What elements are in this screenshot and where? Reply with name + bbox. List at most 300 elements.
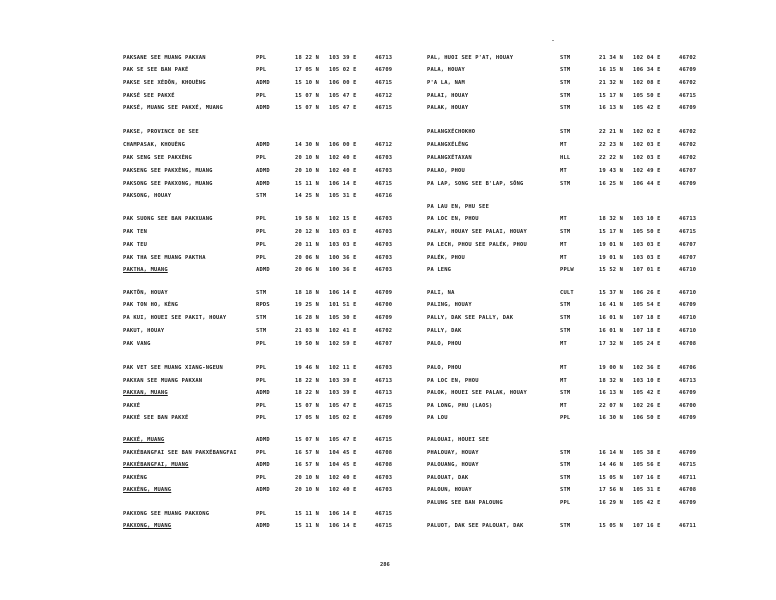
entry-row [427,314,727,323]
entry-name: PAKUT, HOUAY [123,328,165,334]
feature-code: MT [560,365,567,371]
longitude: 106 14 E [329,290,357,296]
entry-name: PA LENG [427,267,452,273]
feature-code: ADMD [256,142,270,148]
latitude: 16 14 N [599,450,624,456]
feature-code: PPL [256,378,267,384]
latitude: 15 11 N [295,523,320,529]
feature-code: ADMD [256,168,270,174]
entry-name: PA LAP, SONG SEE B'LAP, SÔNG [427,181,524,187]
entry-row [427,228,727,237]
feature-code: PPL [256,242,267,248]
entry-name: PALO, PHOU [427,341,462,347]
latitude: 18 18 N [295,290,320,296]
entry-row [123,474,423,483]
entry-name: PALLY, DAK SEE PALLY, DAK [427,315,514,321]
entry-row [427,167,727,176]
longitude: 102 36 E [633,365,661,371]
latitude: 19 50 N [295,341,320,347]
sheet-number: 46713 [375,378,393,384]
longitude: 103 39 E [329,55,357,61]
sheet-number: 46707 [679,242,697,248]
sheet-number: 46709 [679,390,697,396]
latitude: 19 58 N [295,216,320,222]
entry-name: PA LOC EN, PHOU [427,216,479,222]
sheet-number: 46715 [375,181,393,187]
entry-name: PAKTHA, MUANG [123,267,168,273]
longitude: 107 16 E [633,523,661,529]
feature-code: MT [560,168,567,174]
sheet-number: 46707 [679,168,697,174]
entry-name: PALÉK, PHOU [427,255,465,261]
sheet-number: 46707 [679,255,697,261]
sheet-number: 46711 [679,523,697,529]
entry-name: P'A LA, NAM [427,80,465,86]
feature-code: PPL [256,155,267,161]
latitude: 20 10 N [295,168,320,174]
feature-code: HLL [560,155,571,161]
feature-code: STM [560,487,571,493]
feature-code: MT [560,341,567,347]
feature-code: STM [560,328,571,334]
sheet-number: 46709 [375,67,393,73]
sheet-number: 46703 [375,475,393,481]
longitude: 103 03 E [633,242,661,248]
feature-code: STM [256,328,267,334]
entry-row [427,499,727,508]
latitude: 15 05 N [599,523,624,529]
latitude: 16 01 N [599,328,624,334]
entry-row [427,402,727,411]
sheet-number: 46713 [375,390,393,396]
entry-name: PAK TEN [123,229,148,235]
latitude: 17 05 N [295,415,320,421]
latitude: 16 13 N [599,390,624,396]
entry-row [123,377,423,386]
longitude: 105 42 E [633,390,661,396]
longitude: 105 47 E [329,105,357,111]
longitude: 104 45 E [329,462,357,468]
entry-row [123,364,423,373]
entry-name: PALO, PHOU [427,365,462,371]
entry-name: PALA, HOUAY [427,67,465,73]
latitude: 15 11 N [295,511,320,517]
longitude: 101 51 E [329,302,357,308]
entry-row [427,474,727,483]
entry-row [123,314,423,323]
longitude: 105 54 E [633,302,661,308]
latitude: 17 32 N [599,341,624,347]
entry-row [123,461,423,470]
longitude: 106 14 E [329,511,357,517]
feature-code: ADMD [256,105,270,111]
entry-row [123,215,423,224]
latitude: 15 07 N [295,403,320,409]
entry-row [427,364,727,373]
entry-row [427,377,727,386]
entry-row [123,486,423,495]
entry-row [123,289,423,298]
longitude: 102 59 E [329,341,357,347]
entry-row [427,180,727,189]
entry-row [123,228,423,237]
latitude: 15 37 N [599,290,624,296]
longitude: 105 50 E [633,93,661,99]
latitude: 15 05 N [599,475,624,481]
longitude: 100 36 E [329,255,357,261]
scan-speck [552,40,554,41]
entry-row [427,128,727,137]
latitude: 21 32 N [599,80,624,86]
feature-code: STM [560,129,571,135]
longitude: 105 47 E [329,93,357,99]
latitude: 19 25 N [295,302,320,308]
entry-name: PALAO, PHOU [427,168,465,174]
sheet-number: 46703 [375,242,393,248]
feature-code: PPL [256,475,267,481]
latitude: 18 22 N [295,390,320,396]
sheet-number: 46709 [679,450,697,456]
entry-name: PAK TEU [123,242,148,248]
latitude: 19 43 N [599,168,624,174]
longitude: 102 40 E [329,168,357,174]
feature-code: STM [560,67,571,73]
entry-name: PAKSE SEE XÉDÔN, KHOUÈNG [123,80,206,86]
sheet-number: 46707 [375,341,393,347]
sheet-number: 46715 [375,437,393,443]
sheet-number: 46709 [679,302,697,308]
entry-name: PAK SUONG SEE BAN PAKXUANG [123,216,213,222]
sheet-number: 46702 [375,328,393,334]
latitude: 14 46 N [599,462,624,468]
sheet-number: 46709 [679,415,697,421]
entry-name: PAKXAN, MUANG [123,390,168,396]
longitude: 104 45 E [329,450,357,456]
longitude: 103 10 E [633,378,661,384]
sheet-number: 46703 [375,229,393,235]
entry-row [123,327,423,336]
feature-code: PPL [256,229,267,235]
longitude: 105 30 E [329,315,357,321]
sheet-number: 46715 [679,93,697,99]
entry-name: PAK TON HO, KÈNG [123,302,179,308]
feature-code: PPL [560,500,571,506]
entry-name: PA LAU EN, PHU SEE [427,204,490,210]
latitude: 15 10 N [295,80,320,86]
feature-code: STM [560,105,571,111]
sheet-number: 46708 [679,487,697,493]
latitude: 14 25 N [295,193,320,199]
feature-code: PPL [256,341,267,347]
sheet-number: 46703 [375,487,393,493]
longitude: 102 08 E [633,80,661,86]
sheet-number: 46708 [679,341,697,347]
entry-row [427,522,727,531]
latitude: 16 30 N [599,415,624,421]
latitude: 20 10 N [295,155,320,161]
entry-name: PA LOU [427,415,448,421]
sheet-number: 46702 [679,155,697,161]
longitude: 102 40 E [329,487,357,493]
feature-code: PPL [256,511,267,517]
entry-name: PALAI, HOUAY [427,93,469,99]
latitude: 22 23 N [599,142,624,148]
latitude: 16 25 N [599,181,624,187]
entry-row [427,340,727,349]
longitude: 102 40 E [329,475,357,481]
latitude: 15 17 N [599,93,624,99]
sheet-number: 46715 [375,403,393,409]
entry-row [123,141,423,150]
entry-name: PALOUAT, DAK [427,475,469,481]
longitude: 105 50 E [633,229,661,235]
latitude: 18 22 N [295,55,320,61]
sheet-number: 46708 [375,450,393,456]
entry-row [427,215,727,224]
sheet-number: 46711 [679,475,697,481]
longitude: 105 31 E [329,193,357,199]
latitude: 20 10 N [295,475,320,481]
sheet-number: 46700 [375,302,393,308]
sheet-number: 46702 [679,142,697,148]
feature-code: ADMD [256,390,270,396]
latitude: 16 28 N [295,315,320,321]
feature-code: PPL [560,415,571,421]
latitude: 19 00 N [599,365,624,371]
latitude: 15 07 N [295,93,320,99]
entry-name: PAKSÉ, MUANG SEE PAKXÉ, MUANG [123,105,223,111]
entry-name: PALANGXÉCHOKHO [427,129,476,135]
longitude: 107 18 E [633,315,661,321]
latitude: 20 11 N [295,242,320,248]
sheet-number: 46710 [679,315,697,321]
entry-row [427,241,727,250]
sheet-number: 46712 [375,93,393,99]
entry-row [123,414,423,423]
feature-code: ADMD [256,462,270,468]
longitude: 102 40 E [329,155,357,161]
longitude: 102 49 E [633,168,661,174]
entry-name: PALING, HOUAY [427,302,472,308]
sheet-number: 46708 [375,462,393,468]
feature-code: RPDS [256,302,270,308]
sheet-number: 46709 [375,315,393,321]
latitude: 14 30 N [295,142,320,148]
feature-code: STM [560,80,571,86]
entry-name: PALAK, HOUAY [427,105,469,111]
latitude: 18 32 N [599,216,624,222]
latitude: 16 57 N [295,462,320,468]
latitude: 19 01 N [599,255,624,261]
entry-name: PAL, HUOI SEE P'AT, HOUAY [427,55,514,61]
sheet-number: 46709 [679,105,697,111]
feature-code: PPL [256,255,267,261]
entry-name: PA LECH, PHOU SEE PALÉK, PHOU [427,242,527,248]
entry-row [123,436,423,445]
entry-row [427,266,727,275]
longitude: 105 47 E [329,437,357,443]
entry-name: PALOUAI, HOUEI SEE [427,437,490,443]
longitude: 102 41 E [329,328,357,334]
entry-row [123,79,423,88]
longitude: 106 34 E [633,67,661,73]
longitude: 107 16 E [633,475,661,481]
entry-row [123,192,423,201]
feature-code: MT [560,378,567,384]
latitude: 22 22 N [599,155,624,161]
sheet-number: 46700 [679,403,697,409]
longitude: 107 01 E [633,267,661,273]
sheet-number: 46712 [375,142,393,148]
entry-name: PAKXÉBANGFAI SEE BAN PAKXÉBANGFAI [123,450,237,456]
longitude: 102 03 E [633,155,661,161]
longitude: 105 24 E [633,341,661,347]
longitude: 102 15 E [329,216,357,222]
feature-code: MT [560,142,567,148]
entry-name: PAKXÉ, MUANG [123,437,165,443]
longitude: 106 44 E [633,181,661,187]
feature-code: PPL [256,403,267,409]
latitude: 19 46 N [295,365,320,371]
entry-name: PAKXAN SEE MUANG PAKXAN [123,378,203,384]
feature-code: CULT [560,290,574,296]
entry-name: PALANGXÉTAXAN [427,155,472,161]
latitude: 20 12 N [295,229,320,235]
latitude: 16 15 N [599,67,624,73]
entry-name: PAK SE SEE BAN PAKÉ [123,67,189,73]
entry-name: PAKSENG SEE PAKXÈNG, MUANG [123,168,213,174]
sheet-number: 46703 [375,365,393,371]
entry-name: PALANGXÉLÊNG [427,142,469,148]
feature-code: STM [256,193,267,199]
entry-name: CHAMPASAK, KHOUÈNG [123,142,186,148]
entry-row [123,301,423,310]
feature-code: STM [560,93,571,99]
entry-row [427,254,727,263]
longitude: 106 50 E [633,415,661,421]
entry-row [123,92,423,101]
entry-row [427,449,727,458]
entry-row [123,402,423,411]
entry-row [427,486,727,495]
entry-row [123,167,423,176]
longitude: 106 14 E [329,181,357,187]
sheet-number: 46709 [679,181,697,187]
entry-name: PALLY, DAK [427,328,462,334]
longitude: 103 39 E [329,390,357,396]
entry-row [123,128,423,137]
feature-code: PPL [256,365,267,371]
longitude: 103 03 E [633,255,661,261]
latitude: 21 34 N [599,55,624,61]
sheet-number: 46703 [375,216,393,222]
entry-name: PALAY, HOUAY SEE PALAI, HOUAY [427,229,527,235]
entry-name: PAKXONG SEE MUANG PAKXONG [123,511,210,517]
entry-name: PAKSONG SEE PAKXONG, MUANG [123,181,213,187]
feature-code: ADMD [256,437,270,443]
entry-row [427,79,727,88]
entry-name: PAKSE, PROVINCE DE SEE [123,129,199,135]
entry-row [123,510,423,519]
entry-name: PALUNG SEE BAN PALOUNG [427,500,503,506]
sheet-number: 46702 [679,55,697,61]
latitude: 20 10 N [295,487,320,493]
latitude: 15 07 N [295,437,320,443]
longitude: 103 10 E [633,216,661,222]
sheet-number: 46715 [375,105,393,111]
longitude: 107 18 E [633,328,661,334]
latitude: 15 17 N [599,229,624,235]
feature-code: PPL [256,415,267,421]
entry-row [427,141,727,150]
sheet-number: 46713 [375,55,393,61]
sheet-number: 46715 [375,511,393,517]
feature-code: STM [560,523,571,529]
sheet-number: 46710 [679,328,697,334]
entry-row [427,203,727,212]
entry-name: PAKXÉ [123,403,141,409]
feature-code: STM [560,450,571,456]
latitude: 19 01 N [599,242,624,248]
entry-row [427,154,727,163]
entry-row [123,266,423,275]
entry-row [123,104,423,113]
feature-code: STM [560,390,571,396]
feature-code: MT [560,403,567,409]
longitude: 105 38 E [633,450,661,456]
feature-code: MT [560,242,567,248]
entry-name: PHALOUAY, HOUAY [427,450,479,456]
entry-row [427,414,727,423]
longitude: 105 02 E [329,67,357,73]
latitude: 16 13 N [599,105,624,111]
entry-row [123,389,423,398]
longitude: 102 03 E [633,142,661,148]
longitude: 102 11 E [329,365,357,371]
latitude: 15 11 N [295,181,320,187]
entry-row [427,92,727,101]
entry-row [427,104,727,113]
longitude: 105 31 E [633,487,661,493]
sheet-number: 46715 [679,462,697,468]
entry-row [123,54,423,63]
entry-name: PA LONG, PHU (LAOS) [427,403,493,409]
latitude: 16 41 N [599,302,624,308]
entry-row [427,66,727,75]
latitude: 18 32 N [599,378,624,384]
feature-code: STM [560,55,571,61]
sheet-number: 46703 [375,255,393,261]
feature-code: STM [560,462,571,468]
longitude: 103 03 E [329,229,357,235]
entry-name: PAKXÈNG [123,475,148,481]
entry-row [123,66,423,75]
sheet-number: 46709 [679,500,697,506]
sheet-number: 46715 [679,229,697,235]
feature-code: STM [560,229,571,235]
entry-row [123,254,423,263]
entry-row [123,241,423,250]
latitude: 15 07 N [295,105,320,111]
page-number: 286 [380,562,390,568]
latitude: 18 22 N [295,378,320,384]
sheet-number: 46715 [375,523,393,529]
entry-name: PAKSANE SEE MUANG PAKXAN [123,55,206,61]
sheet-number: 46703 [375,155,393,161]
feature-code: PPL [256,216,267,222]
latitude: 16 57 N [295,450,320,456]
sheet-number: 46713 [679,216,697,222]
